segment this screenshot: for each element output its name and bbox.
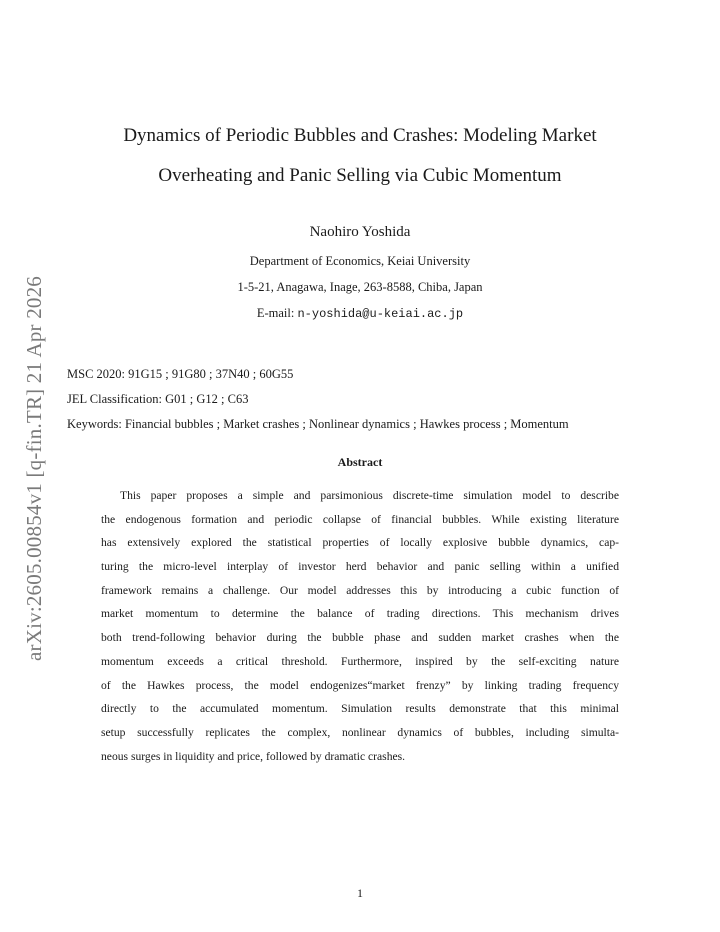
- email-label: E-mail:: [256, 306, 295, 320]
- author-email-line: [0, 300, 720, 327]
- paper-title: [80, 116, 640, 196]
- abstract-line: turing the micro-level interplay of investor herd behavior and panic selling within a unified: [101, 560, 619, 574]
- abstract-body: [101, 484, 619, 768]
- abstract-line: of the Hawkes process, the model endogenizes“market frenzy” by linking trading frequency: [101, 678, 619, 692]
- title-line-1: Dynamics of Periodic Bubbles and Crashes: Modeling Market: [123, 125, 597, 146]
- jel-classification: JEL Classification: G01 ; G12 ; C63: [67, 392, 249, 406]
- title-line-2: Overheating and Panic Selling via Cubic Momentum: [158, 165, 562, 186]
- abstract-line: directly to the accumulated momentum. Simulation results demonstrate that this minimal: [101, 702, 619, 716]
- author-name: Naohiro Yoshida: [309, 224, 411, 240]
- abstract-line: neous surges in liquidity and price, followed by dramatic crashes.: [101, 749, 406, 763]
- abstract-line: the endogenous formation and periodic collapse of financial bubbles. While existing literature: [101, 512, 619, 526]
- author-department: Department of Economics, Keiai University: [249, 254, 471, 268]
- abstract-line: market momentum to determine the balance of trading directions. This mechanism drives: [101, 607, 619, 621]
- author-block: [0, 222, 720, 327]
- keywords: Keywords: Financial bubbles ; Market crashes ; Nonlinear dynamics ; Hawkes process ; Momentum: [67, 417, 569, 431]
- abstract-line: This paper proposes a simple and parsimonious discrete-time simulation model to describe: [120, 489, 619, 502]
- email-address: n-yoshida@u-keiai.ac.jp: [297, 307, 464, 321]
- abstract-heading: Abstract: [337, 455, 383, 469]
- abstract-line: framework remains a challenge. Our model addresses this by introducing a cubic function of: [101, 583, 619, 597]
- abstract-line: has extensively explored the statistical properties of locally explosive bubble dynamics, cap-: [101, 536, 619, 550]
- page-number: 1: [357, 886, 363, 900]
- classification-block: [67, 362, 667, 437]
- abstract-line: both trend-following behavior during the bubble phase and sudden market crashes when the: [101, 631, 619, 645]
- arxiv-stamp-text: arXiv:2605.00854v1 [q-fin.TR] 21 Apr 2026: [21, 275, 46, 661]
- author-address: 1-5-21, Anagawa, Inage, 263-8588, Chiba, Japan: [237, 280, 483, 294]
- msc-classification: MSC 2020: 91G15 ; 91G80 ; 37N40 ; 60G55: [67, 367, 294, 381]
- abstract-line: setup successfully replicates the complex, nonlinear dynamics of bubbles, including simulta-: [101, 725, 619, 739]
- abstract-line: momentum exceeds a critical threshold. Furthermore, inspired by the self-exciting nature: [101, 654, 619, 668]
